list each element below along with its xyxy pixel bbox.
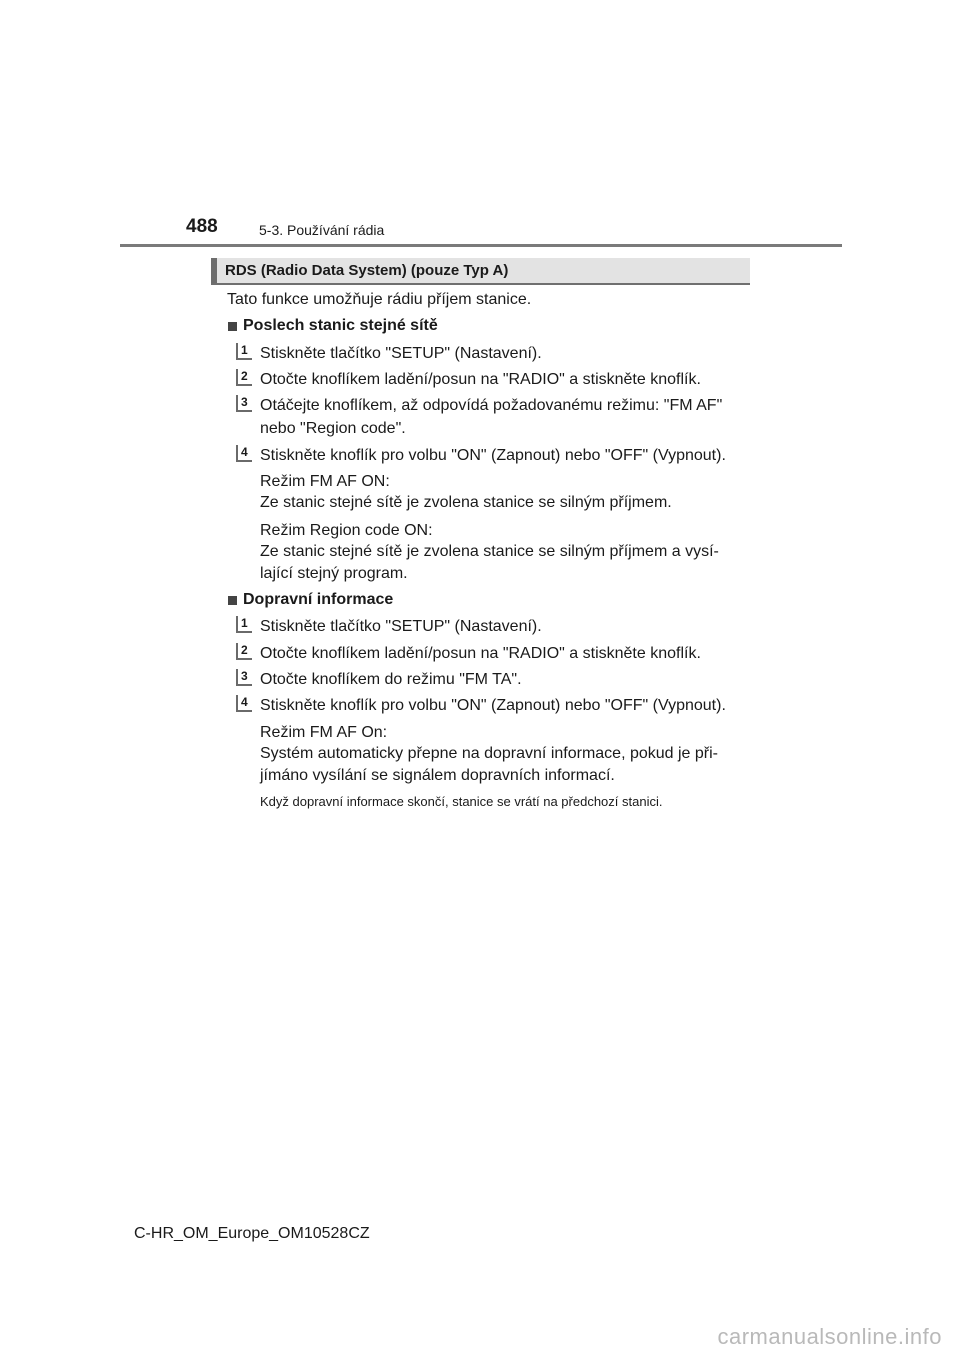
mode-title: Režim Region code ON: [260, 522, 433, 539]
step-text: Otáčejte knoflíkem, až odpovídá požadovanému režimu: "FM AF" [260, 397, 723, 414]
step-number-badge: 3 [236, 669, 252, 686]
mode-title: Režim FM AF On: [260, 724, 388, 741]
section-title: RDS (Radio Data System) (pouze Typ A) [225, 262, 509, 279]
subheading-bullet-icon [228, 596, 237, 605]
mode-description: Ze stanic stejné sítě je zvolena stanice se silným příjmem. [260, 494, 672, 511]
mode-description-continuation: lající stejný program. [260, 565, 408, 582]
subheading-same-network: Poslech stanic stejné sítě [243, 317, 438, 334]
step-number-badge: 1 [236, 616, 252, 633]
step-text: Otočte knoflíkem ladění/posun na "RADIO" a stiskněte knoflík. [260, 371, 701, 388]
step-text-continuation: nebo "Region code". [260, 420, 406, 437]
step-number-badge: 4 [236, 445, 252, 462]
step-text: Stiskněte tlačítko "SETUP" (Nastavení). [260, 618, 542, 635]
subheading-bullet-icon [228, 322, 237, 331]
section-intro: Tato funkce umožňuje rádiu příjem stanice. [227, 291, 532, 308]
step-number-badge: 1 [236, 343, 252, 360]
mode-title: Režim FM AF ON: [260, 473, 390, 490]
subheading-traffic-info: Dopravní informace [243, 591, 394, 608]
step-number-badge: 3 [236, 395, 252, 412]
document-code: C-HR_OM_Europe_OM10528CZ [134, 1225, 370, 1242]
header-divider [120, 244, 842, 247]
step-number-badge: 4 [236, 695, 252, 712]
page-number: 488 [186, 216, 218, 237]
mode-description: Ze stanic stejné sítě je zvolena stanice se silným příjmem a vysí- [260, 543, 719, 560]
section-title-box [211, 258, 750, 285]
step-text: Otočte knoflíkem ladění/posun na "RADIO" a stiskněte knoflík. [260, 645, 701, 662]
step-text: Stiskněte knoflík pro volbu "ON" (Zapnout) nebo "OFF" (Vypnout). [260, 697, 726, 714]
step-text: Otočte knoflíkem do režimu "FM TA". [260, 671, 522, 688]
mode-description: Systém automaticky přepne na dopravní informace, pokud je při- [260, 745, 719, 762]
chapter-title: 5-3. Používání rádia [259, 222, 385, 238]
step-number-badge: 2 [236, 643, 252, 660]
step-text: Stiskněte knoflík pro volbu "ON" (Zapnout) nebo "OFF" (Vypnout). [260, 447, 726, 464]
step-number-badge: 2 [236, 369, 252, 386]
section-title-accent [211, 258, 217, 283]
step-text: Stiskněte tlačítko "SETUP" (Nastavení). [260, 345, 542, 362]
watermark: carmanualsonline.info [717, 1324, 942, 1349]
note-text: Když dopravní informace skončí, stanice se vrátí na předchozí stanici. [260, 794, 663, 809]
mode-description-continuation: jímáno vysílání se signálem dopravních informací. [260, 767, 615, 784]
